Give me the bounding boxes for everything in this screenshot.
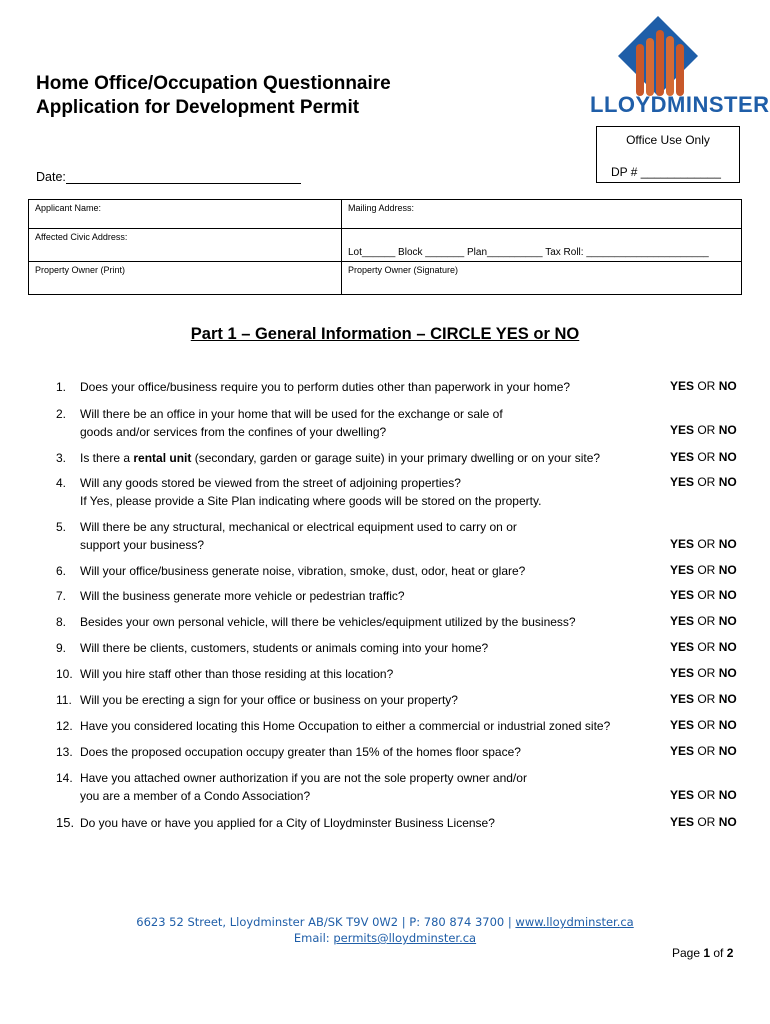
no-option[interactable]: NO [718, 815, 737, 829]
or-text: OR [694, 379, 719, 393]
no-option[interactable]: NO [718, 588, 737, 602]
or-text: OR [694, 537, 719, 551]
or-text: OR [694, 450, 719, 464]
question-number: 2. [56, 407, 67, 421]
no-option[interactable]: NO [718, 640, 737, 654]
yes-or-no-choice [670, 614, 737, 628]
question-number: 11. [56, 693, 72, 707]
or-text: OR [694, 788, 719, 802]
question-text [80, 474, 650, 510]
date-line[interactable] [66, 170, 301, 184]
question-number: 7. [56, 589, 67, 603]
question-text [80, 378, 650, 396]
question-line-1: Will you be erecting a sign for your office or business on your property? [80, 693, 458, 707]
footer-email-line [0, 930, 770, 946]
question-line-1: Will there be clients, customers, students or animals coming into your home? [80, 641, 489, 655]
question-text [80, 691, 650, 709]
or-text: OR [694, 692, 719, 706]
question-number: 3. [56, 451, 67, 465]
question-line-1: Will your office/business generate noise, vibration, smoke, dust, odor, heat or glare? [80, 564, 526, 578]
question-text [80, 814, 650, 832]
no-option[interactable]: NO [718, 450, 737, 464]
office-use-label: Office Use Only [626, 133, 710, 147]
question-text [80, 562, 650, 580]
yes-option[interactable]: YES [670, 692, 695, 706]
question-number: 5. [56, 520, 67, 534]
mailing-address-label: Mailing Address: [348, 203, 415, 213]
title-line-1: Home Office/Occupation Questionnaire [36, 73, 391, 94]
or-text: OR [694, 744, 719, 758]
document-title [36, 72, 391, 120]
applicant-name-label: Applicant Name: [35, 203, 102, 213]
yes-or-no-choice [670, 588, 737, 602]
lot-block-plan-text: Lot______ Block _______ Plan__________ Tax Roll: ______________________ [348, 247, 709, 258]
yes-option[interactable]: YES [670, 423, 695, 437]
yes-or-no-choice [670, 640, 737, 654]
question-text [80, 613, 650, 631]
question-line-1: Will the business generate more vehicle or pedestrian traffic? [80, 589, 405, 603]
no-option[interactable]: NO [718, 614, 737, 628]
question-line-1: Does the proposed occupation occupy greater than 15% of the homes floor space? [80, 745, 521, 759]
question-text [80, 743, 650, 761]
yes-or-no-choice [670, 475, 737, 489]
question-number: 8. [56, 615, 67, 629]
no-option[interactable]: NO [718, 423, 737, 437]
question-number: 9. [56, 641, 67, 655]
question-line-1: Is there a rental unit (secondary, garden or garage suite) in your primary dwelling or on your site? [80, 451, 601, 465]
question-line-1: Will there be an office in your home that will be used for the exchange or sale of [80, 407, 503, 421]
no-option[interactable]: NO [718, 537, 737, 551]
yes-or-no-choice [670, 815, 737, 829]
civic-address-label: Affected Civic Address: [35, 232, 128, 242]
yes-option[interactable]: YES [670, 563, 695, 577]
question-number: 14. [56, 771, 73, 785]
footer [0, 914, 770, 946]
or-text: OR [694, 640, 719, 654]
question-line-2: you are a member of a Condo Association? [80, 789, 311, 803]
applicant-name-cell[interactable] [29, 200, 342, 229]
or-text: OR [694, 815, 719, 829]
question-line-1: Will you hire staff other than those residing at this location? [80, 667, 394, 681]
or-text: OR [694, 563, 719, 577]
or-text: OR [694, 666, 719, 680]
yes-or-no-choice [670, 450, 737, 464]
yes-option[interactable]: YES [670, 815, 695, 829]
question-text [80, 587, 650, 605]
yes-or-no-choice [670, 692, 737, 706]
owner-signature-label: Property Owner (Signature) [348, 265, 459, 275]
question-text [80, 639, 650, 657]
dp-number-field[interactable]: DP # ____________ [611, 165, 721, 179]
yes-option[interactable]: YES [670, 744, 695, 758]
logo-text: LLOYDMINSTER [590, 92, 770, 117]
yes-or-no-choice [670, 563, 737, 577]
lot-block-plan-cell[interactable] [342, 229, 742, 262]
no-option[interactable]: NO [718, 718, 737, 732]
date-field[interactable] [36, 170, 301, 184]
question-text [80, 769, 650, 805]
yes-option[interactable]: YES [670, 614, 695, 628]
email-label: Email: [293, 931, 334, 945]
website-link[interactable]: www.lloydminster.ca [515, 915, 634, 929]
page-number: Page 1 of 2 [672, 946, 734, 960]
yes-option[interactable]: YES [670, 640, 695, 654]
office-use-box [596, 126, 740, 183]
question-line-1: Besides your own personal vehicle, will there be vehicles/equipment utilized by the business? [80, 615, 576, 629]
yes-option[interactable]: YES [670, 537, 695, 551]
owner-print-cell[interactable] [29, 262, 342, 295]
civic-address-cell[interactable] [29, 229, 342, 262]
yes-option[interactable]: YES [670, 588, 695, 602]
question-line-2: If Yes, please provide a Site Plan indicating where goods will be stored on the property. [80, 494, 542, 508]
or-text: OR [694, 718, 719, 732]
yes-option[interactable]: YES [670, 475, 695, 489]
footer-address-line [0, 914, 770, 930]
no-option[interactable]: NO [718, 788, 737, 802]
question-number: 12. [56, 719, 73, 733]
title-line-2: Application for Development Permit [36, 97, 360, 118]
yes-or-no-choice [670, 788, 737, 802]
yes-or-no-choice [670, 537, 737, 551]
question-number: 10. [56, 667, 73, 681]
no-option[interactable]: NO [718, 563, 737, 577]
part1-heading: Part 1 – General Information – CIRCLE YES or NO [190, 325, 580, 343]
question-text [80, 665, 650, 683]
question-number: 4. [56, 476, 67, 490]
owner-signature-cell[interactable] [342, 262, 742, 295]
owner-print-label: Property Owner (Print) [35, 265, 126, 275]
question-number: 6. [56, 564, 67, 578]
no-option[interactable]: NO [718, 744, 737, 758]
question-line-1: Will there be any structural, mechanical or electrical equipment used to carry on or [80, 520, 517, 534]
yes-or-no-choice [670, 379, 737, 393]
question-line-1: Do you have or have you applied for a City of Lloydminster Business License? [80, 816, 495, 830]
question-line-2: goods and/or services from the confines of your dwelling? [80, 425, 387, 439]
question-line-1: Does your office/business require you to perform duties other than paperwork in your home? [80, 380, 571, 394]
question-number: 15. [56, 815, 75, 830]
question-line-1: Have you considered locating this Home Occupation to either a commercial or industrial zoned site? [80, 719, 611, 733]
no-option[interactable]: NO [718, 475, 737, 489]
or-text: OR [694, 588, 719, 602]
or-text: OR [694, 614, 719, 628]
question-text [80, 405, 650, 441]
date-label: Date: [36, 170, 66, 184]
question-number: 1. [56, 380, 67, 394]
applicant-info-table [28, 199, 742, 295]
yes-option[interactable]: YES [670, 666, 695, 680]
question-text [80, 717, 650, 735]
footer-address: 6623 52 Street, Lloydminster AB/SK T9V 0W2 | P: 780 874 3700 | [136, 915, 516, 929]
or-text: OR [694, 423, 719, 437]
no-option[interactable]: NO [718, 379, 737, 393]
yes-or-no-choice [670, 744, 737, 758]
yes-or-no-choice [670, 666, 737, 680]
or-text: OR [694, 475, 719, 489]
no-option[interactable]: NO [718, 666, 737, 680]
question-text [80, 518, 650, 554]
yes-option[interactable]: YES [670, 718, 695, 732]
yes-option[interactable]: YES [670, 379, 695, 393]
question-number: 13. [56, 745, 73, 759]
no-option[interactable]: NO [718, 692, 737, 706]
email-link[interactable]: permits@lloydminster.ca [333, 931, 477, 945]
yes-or-no-choice [670, 423, 737, 437]
yes-option[interactable]: YES [670, 450, 695, 464]
question-line-2: support your business? [80, 538, 205, 552]
question-text [80, 449, 650, 467]
yes-or-no-choice [670, 718, 737, 732]
mailing-address-cell[interactable] [342, 200, 742, 229]
question-line-1: Will any goods stored be viewed from the street of adjoining properties? [80, 476, 461, 490]
question-line-1: Have you attached owner authorization if you are not the sole property owner and/or [80, 771, 527, 785]
yes-option[interactable]: YES [670, 788, 695, 802]
